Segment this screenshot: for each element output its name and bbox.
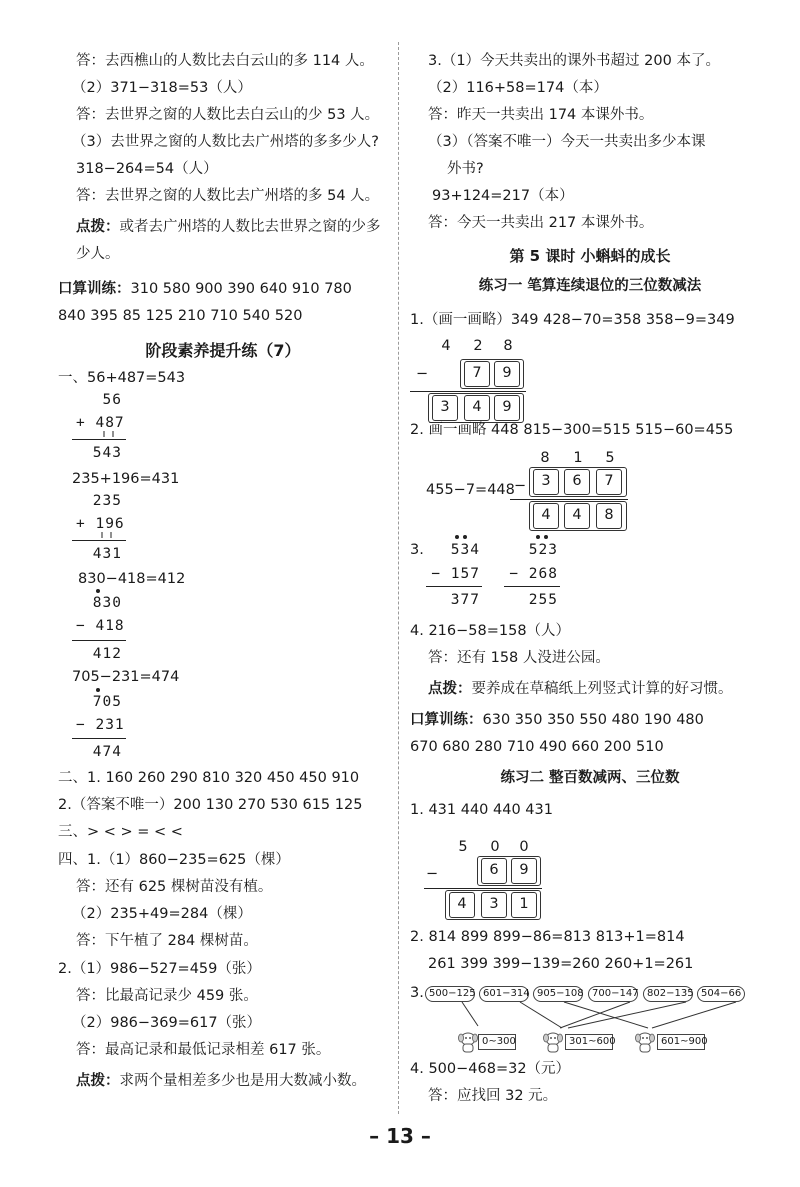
mental-math-label: 口算训练：	[410, 712, 483, 728]
equation-line: （2）235+49=284（棵）	[72, 906, 252, 922]
answer-line: 答：去西樵山的人数比去白云山的多 114 人。	[76, 53, 374, 69]
equation-line: 2.（1）986−527=459（张）	[58, 961, 261, 977]
mental-math-line	[58, 279, 352, 299]
digit: 1	[573, 450, 583, 466]
question-line-cont: 外书?	[447, 161, 484, 177]
page-number: – 13 –	[369, 1124, 431, 1148]
range-box: 301~600	[565, 1034, 613, 1050]
part-two-line: 2.（答案不唯一）200 130 270 530 615 125	[58, 797, 363, 813]
digit: 0	[519, 839, 529, 855]
vertical-operand: 534	[450, 542, 480, 558]
digit-box: 3	[432, 395, 458, 421]
expression-tag: 905−108	[533, 986, 583, 1002]
digit: 4	[441, 338, 451, 354]
part-four-line: 四、1.（1）860−235=625（棵）	[58, 852, 290, 868]
digit-box: 9	[494, 395, 520, 421]
vertical-result: 377	[450, 592, 480, 608]
part-two-line: 二、1. 160 260 290 810 320 450 450 910	[58, 770, 360, 786]
mental-math-values: 630 350 350 550 480 190 480	[482, 712, 704, 728]
lesson-title: 第 5 课时 小蝌蚪的成长	[509, 247, 671, 265]
borrow-dot	[536, 535, 540, 539]
equation-line: 93+124=217（本）	[432, 188, 574, 204]
tip-line	[76, 217, 381, 237]
vertical-operand: 830	[92, 595, 122, 611]
sum-line	[72, 540, 126, 541]
difference-line	[410, 391, 526, 392]
equation-line: 318−264=54（人）	[76, 161, 218, 177]
carry-marks	[100, 431, 120, 439]
digit: 5	[458, 839, 468, 855]
exercise-title: 练习二 整百数减两、三位数	[500, 770, 680, 786]
borrow-dot	[463, 535, 467, 539]
vertical-operand: − 231	[76, 717, 125, 733]
answer-line: 答：应找回 32 元。	[428, 1088, 558, 1104]
answer-line: 答：还有 158 人没进公园。	[428, 650, 610, 666]
puppy-icon	[634, 1030, 656, 1054]
vertical-operand: 235	[92, 493, 122, 509]
expression-tag: 601−314	[479, 986, 529, 1002]
range-box: 601~900	[657, 1034, 705, 1050]
difference-line	[72, 738, 126, 739]
vertical-result: 255	[528, 592, 558, 608]
tip-line	[428, 679, 733, 699]
answer-line: 答：今天一共卖出 217 本课外书。	[428, 215, 654, 231]
difference-line	[424, 888, 542, 889]
problem-3-equation: 830−418=412	[78, 571, 186, 587]
expression-tag: 802−135	[643, 986, 693, 1002]
question-line: 3.（1）今天共卖出的课外书超过 200 本了。	[428, 53, 720, 69]
minus-sign: −	[426, 866, 439, 882]
answer-line: 答：比最高记录少 459 张。	[76, 988, 258, 1004]
tip-label: 点拨：	[428, 681, 472, 697]
mental-math-values: 310 580 900 390 640 910 780	[130, 281, 352, 297]
digit: 5	[605, 450, 615, 466]
digit: 8	[540, 450, 550, 466]
digit-box: 6	[481, 858, 507, 884]
digit: 2	[473, 338, 483, 354]
answer-line: 答：还有 625 棵树苗没有植。	[76, 879, 273, 895]
vertical-result: 412	[92, 646, 122, 662]
equation-line: （2）986−369=617（张）	[72, 1015, 262, 1031]
answer-line: 答：下午植了 284 棵树苗。	[76, 933, 258, 949]
digit-box: 4	[464, 395, 490, 421]
answer-line: 答：最高记录和最低记录相差 617 张。	[76, 1042, 331, 1058]
tip-text: 求两个量相差多少也是用大数减小数。	[119, 1073, 366, 1089]
carry-marks	[98, 532, 120, 540]
problem-4-equation: 705−231=474	[72, 669, 180, 685]
digit-box: 7	[596, 469, 622, 495]
range-box: 0~300	[478, 1034, 516, 1050]
digit-box: 4	[564, 503, 590, 529]
exercise-2-question-4: 4. 500−468=32（元）	[410, 1061, 571, 1077]
tip-label: 点拨：	[76, 1073, 120, 1089]
tip-text: 或者去广州塔的人数比去世界之窗的少多	[119, 219, 381, 235]
digit-box: 9	[494, 361, 520, 387]
answer-line: 答：去世界之窗的人数比去广州塔的多 54 人。	[76, 188, 380, 204]
question-line: （3）去世界之窗的人数比去广州塔的多多少人?	[72, 134, 379, 150]
vertical-operand: 523	[528, 542, 558, 558]
section-label: 一、	[58, 370, 87, 386]
equation-line: （2）116+58=174（本）	[428, 80, 608, 96]
vertical-operand: + 196	[76, 516, 125, 532]
equation: 56+487=543	[87, 370, 186, 386]
tip-line	[76, 1071, 366, 1091]
expression-tag: 700−147	[588, 986, 638, 1002]
vertical-operand: − 418	[76, 618, 125, 634]
minus-sign: −	[416, 366, 429, 382]
vertical-operand: 705	[92, 694, 122, 710]
tip-label: 点拨：	[76, 219, 120, 235]
digit-box: 8	[596, 503, 622, 529]
digit: 8	[503, 338, 513, 354]
tip-line-cont: 少人。	[76, 246, 120, 262]
digit-box: 4	[449, 892, 475, 918]
question-3-label: 3.	[410, 542, 424, 558]
problem-2-equation: 235+196=431	[72, 471, 180, 487]
question-2: 2. 画一画略 448 815−300=515 515−60=455	[410, 422, 734, 438]
equation-line: （2）371−318=53（人）	[72, 80, 252, 96]
problem-1-equation	[58, 368, 185, 388]
digit-box: 4	[533, 503, 559, 529]
digit-box: 9	[511, 858, 537, 884]
tip-text: 要养成在草稿纸上列竖式计算的好习惯。	[471, 681, 733, 697]
digit-box: 1	[511, 892, 537, 918]
difference-line	[72, 640, 126, 641]
sum-line	[72, 439, 126, 440]
part-three-line: 三、> < > = < <	[58, 824, 183, 840]
digit-box: 6	[564, 469, 590, 495]
puppy-icon	[457, 1030, 479, 1054]
digit: 0	[490, 839, 500, 855]
exercise-2-question-1: 1. 431 440 440 431	[410, 802, 553, 818]
mental-math-line	[410, 710, 704, 730]
column-divider	[398, 42, 399, 1114]
exercise-2-question-3-label: 3.	[410, 985, 424, 1001]
minus-sign: −	[514, 478, 527, 494]
digit-box: 3	[481, 892, 507, 918]
vertical-operand: − 157	[431, 566, 480, 582]
difference-line	[426, 586, 482, 587]
mental-math-values-2: 670 680 280 710 490 660 200 510	[410, 739, 664, 755]
vertical-result: 543	[92, 445, 122, 461]
digit-box: 3	[533, 469, 559, 495]
mental-math-label: 口算训练：	[58, 281, 131, 297]
puppy-icon	[542, 1030, 564, 1054]
answer-line: 答：去世界之窗的人数比去白云山的少 53 人。	[76, 107, 380, 123]
exercise-2-question-2-line-2: 261 399 399−139=260 260+1=261	[428, 956, 694, 972]
expression-tag: 504−66	[697, 986, 745, 1002]
side-equation: 455−7=448	[426, 482, 515, 498]
digit-box: 7	[464, 361, 490, 387]
vertical-operand: − 268	[509, 566, 558, 582]
question-1: 1.（画一画略）349 428−70=358 358−9=349	[410, 312, 735, 328]
question-line: （3）（答案不唯一）今天一共卖出多少本课	[428, 134, 706, 150]
question-4: 4. 216−58=158（人）	[410, 623, 571, 639]
section-title: 阶段素养提升练（7）	[145, 341, 301, 360]
vertical-operand: 56	[102, 392, 122, 408]
vertical-operand: + 487	[76, 415, 125, 431]
vertical-result: 474	[92, 744, 122, 760]
expression-tag: 500−125	[425, 986, 475, 1002]
difference-line	[510, 499, 628, 500]
mental-math-values-2: 840 395 85 125 210 710 540 520	[58, 308, 303, 324]
borrow-dot	[455, 535, 459, 539]
exercise-title: 练习一 笔算连续退位的三位数减法	[478, 278, 702, 294]
vertical-result: 431	[92, 546, 122, 562]
answer-line: 答：昨天一共卖出 174 本课外书。	[428, 107, 654, 123]
exercise-2-question-2: 2. 814 899 899−86=813 813+1=814	[410, 929, 685, 945]
borrow-dot	[544, 535, 548, 539]
difference-line	[504, 586, 560, 587]
